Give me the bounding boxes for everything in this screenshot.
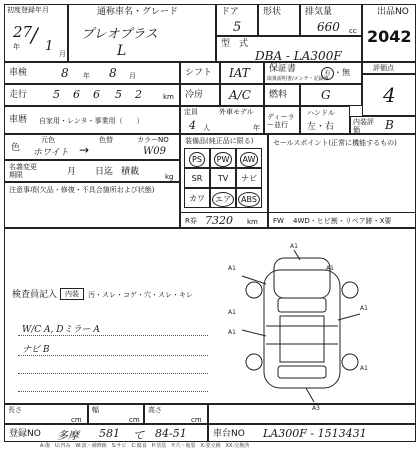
- registration-class: 581: [99, 427, 120, 440]
- dealer-cell: [264, 106, 300, 134]
- width-unit: cm: [129, 416, 140, 424]
- ac-value: A/C: [229, 88, 251, 102]
- equipment-item: [210, 188, 236, 208]
- lot-number: 2042: [367, 27, 412, 46]
- equipment-item: [184, 168, 210, 188]
- damage-mark: A1: [360, 305, 368, 312]
- mileage-digit: 5: [53, 88, 60, 101]
- displacement-label: 排気量: [305, 7, 333, 17]
- equipment-item: [210, 148, 236, 168]
- warranty-label: 保証書: [269, 64, 297, 74]
- doors-value: 5: [233, 20, 242, 35]
- ruled-line: [18, 391, 208, 392]
- fw-text: 4WD・ヒビ割・リペア跡・X要: [293, 217, 392, 225]
- lot-label: 出品NO: [377, 7, 409, 17]
- registration-number: 84-51: [155, 427, 187, 440]
- length-unit: cm: [71, 416, 82, 424]
- warranty-choice: [321, 67, 350, 80]
- equipment-item-label: エア: [212, 192, 234, 207]
- mileage-digit: 6: [73, 88, 80, 101]
- key-value: 7320: [205, 214, 233, 227]
- mileage-label: 走行: [9, 90, 28, 100]
- displacement-value: 660: [317, 20, 340, 34]
- dealer-label: ディーラー並行: [267, 113, 295, 129]
- ruled-line: [18, 335, 208, 336]
- length-label: 長さ: [8, 406, 22, 414]
- inspection-month-unit: 月: [129, 72, 136, 80]
- mileage-digits: [49, 88, 159, 103]
- shift-value: IAT: [229, 66, 250, 80]
- inspection-year: 8: [61, 66, 69, 80]
- damage-mark: A1: [228, 329, 236, 336]
- shift-label-cell: [180, 62, 220, 84]
- height-label: 高さ: [148, 406, 162, 414]
- registration-label: 登録NO: [9, 429, 41, 439]
- capacity-cell: [180, 106, 264, 134]
- inspector-line-1: W/C A, Dミラー A: [22, 325, 100, 335]
- score-label-cell: [362, 62, 416, 74]
- color-row: [4, 134, 180, 160]
- fw-row: [268, 212, 416, 228]
- equipment-item: [184, 148, 210, 168]
- warranty-yes: 有: [321, 67, 334, 80]
- score-value: 4: [383, 83, 396, 107]
- mileage-digit: 6: [93, 88, 100, 101]
- fuel-label-cell: [264, 84, 300, 106]
- inspector-interior-tag: 内装: [60, 288, 84, 300]
- registration-row: [4, 424, 208, 442]
- caution-box: [4, 182, 180, 228]
- wheel-front-right: [342, 282, 358, 298]
- color-code: W09: [143, 146, 167, 157]
- interior-cell: [350, 116, 416, 134]
- length-cell: [4, 404, 88, 424]
- equipment-item-label: TV: [217, 174, 229, 183]
- equipment-item-label: PS: [189, 152, 205, 167]
- bottom-blank: [208, 404, 416, 424]
- capacity-unit: 人: [203, 124, 210, 132]
- equipment-item: [184, 188, 210, 208]
- wheel-rear-left: [246, 354, 262, 370]
- mileage-digit: 2: [135, 88, 142, 101]
- doors-box: [216, 4, 258, 36]
- history-options: 自家用・レンタ・事業用（ ）: [39, 117, 144, 125]
- model-name: プレオプラス: [81, 27, 158, 42]
- first-reg-year: 27: [13, 23, 33, 41]
- ac-label: 冷房: [185, 90, 204, 100]
- key-unit: km: [247, 218, 258, 226]
- height-unit: cm: [191, 416, 202, 424]
- selling-point-label: セールスポイント(正常に機能するもの): [273, 139, 397, 147]
- damage-legend: A:傷 U:凹み W:波・補修跡 S:サビ C:腐食 P:塗装 Y:穴・亀裂 X:要交換 XX:交換済: [40, 443, 250, 449]
- first-reg-month-unit: 月: [59, 50, 66, 58]
- warranty-sep: ・: [334, 68, 342, 77]
- steering-value: 左・右: [307, 122, 335, 132]
- body-type-label: 形状: [263, 7, 282, 17]
- model-code-label: 型 式: [221, 39, 249, 49]
- registration-region: 多摩: [57, 429, 79, 442]
- history-label: 車暦: [9, 115, 28, 125]
- car-roof: [280, 316, 324, 362]
- capacity-label: 定員: [184, 108, 198, 116]
- name-change-day: 日迄: [95, 167, 114, 177]
- fuel-value-cell: [300, 84, 362, 106]
- name-change-label: 名義変更期限: [9, 163, 37, 179]
- fw-label: FW: [273, 217, 284, 225]
- model-name-label: 通称車名・グレード: [97, 7, 179, 17]
- steering-cell: [300, 106, 350, 134]
- first-reg-month: 1: [45, 39, 54, 54]
- equipment-item-label: ナビ: [241, 174, 257, 183]
- score-value-cell: [362, 74, 416, 116]
- color-paint-label: 色替: [99, 136, 113, 144]
- model-code: DBA - LA300F: [255, 49, 342, 63]
- first-reg-label: 初度登録年月: [7, 6, 49, 14]
- equipment-grid: [184, 148, 262, 208]
- damage-mark: A1: [228, 265, 236, 272]
- inspector-line-2: ナビ B: [22, 345, 50, 355]
- warranty-no: 無: [342, 68, 350, 77]
- color-code-label: カラーNO: [137, 136, 169, 144]
- cargo-label: 積載: [121, 167, 140, 177]
- key-row: [180, 212, 268, 228]
- interior-value: B: [385, 118, 394, 132]
- color-label: 色: [11, 143, 21, 153]
- equipment-item-label: PW: [214, 152, 233, 167]
- equipment-item-label: AW: [240, 152, 259, 167]
- inspection-year-unit: 年: [83, 72, 90, 80]
- mileage-unit: km: [163, 93, 174, 101]
- damage-mark: A1: [228, 309, 236, 316]
- inspection-row: [4, 62, 180, 84]
- shift-value-cell: [220, 62, 264, 84]
- name-change-month: 月: [67, 167, 77, 177]
- color-arrow: →: [79, 143, 90, 157]
- equipment-item-label: SR: [191, 174, 203, 183]
- first-reg-year-unit: 年: [13, 43, 20, 51]
- wheel-front-left: [246, 282, 262, 298]
- equipment-item-label: ABS: [238, 192, 260, 207]
- warranty-sub: 取扱説明書/メンテ・記録簿: [267, 76, 329, 82]
- displacement-unit: cc: [349, 27, 357, 35]
- ruled-line: [18, 355, 208, 356]
- damage-mark: A3: [312, 405, 320, 412]
- ac-label-cell: [180, 84, 220, 106]
- steering-label: ハンドル: [307, 109, 335, 117]
- warranty-cell: [264, 62, 362, 84]
- import-label: 外車モデル: [219, 108, 254, 116]
- inspection-label: 車検: [9, 68, 28, 78]
- shift-label: シフト: [185, 68, 213, 78]
- model-name-box: [68, 4, 216, 62]
- inspector-interior-text: 汚・スレ・コゲ・穴・スレ・キレ: [88, 291, 193, 299]
- equipment-item: [236, 168, 262, 188]
- caution-label: 注意事項(欠品・修復・不具合箇所および状態): [9, 186, 155, 194]
- chassis-number: LA300F - 1513431: [263, 427, 367, 440]
- capacity-value: 4: [189, 119, 196, 132]
- grade: L: [117, 43, 127, 59]
- fuel-label: 燃料: [269, 90, 288, 100]
- color-original: ホワイト: [33, 148, 69, 158]
- car-damage-diagram: [226, 240, 376, 412]
- equipment-label: 装備品(純正品に限る): [185, 137, 254, 145]
- chassis-row: [208, 424, 416, 442]
- import-year-unit: 年: [253, 124, 260, 132]
- mileage-row: [4, 84, 180, 106]
- width-label: 幅: [92, 406, 99, 414]
- displacement-box: [300, 4, 362, 36]
- model-code-box: [216, 36, 362, 62]
- width-cell: [88, 404, 144, 424]
- interior-label: 内装評価: [353, 118, 374, 134]
- first-reg-slash: /: [31, 23, 38, 47]
- registration-kana: て: [133, 429, 144, 442]
- equipment-item-label: カワ: [189, 194, 205, 203]
- lot-number-box: [362, 4, 416, 62]
- car-windshield: [278, 298, 326, 312]
- car-hood: [274, 258, 330, 298]
- equipment-item: [210, 168, 236, 188]
- car-body-outline: [264, 270, 340, 388]
- body-type-box: [258, 4, 300, 36]
- name-change-row: [4, 160, 180, 182]
- color-original-label: 元色: [41, 136, 55, 144]
- mileage-digit: 5: [115, 88, 122, 101]
- doors-label: ドア: [221, 7, 239, 17]
- inspector-label: 検査員記入: [12, 290, 58, 300]
- wheel-rear-right: [342, 354, 358, 370]
- chassis-label: 車台NO: [213, 429, 245, 439]
- equipment-item: [236, 148, 262, 168]
- equipment-item: [236, 188, 262, 208]
- ac-value-cell: [220, 84, 264, 106]
- score-label: 評価点: [373, 64, 394, 72]
- inspection-month: 8: [109, 66, 117, 80]
- cargo-unit: kg: [165, 173, 174, 181]
- history-row: [4, 106, 180, 134]
- fuel-value: G: [321, 88, 331, 102]
- height-cell: [144, 404, 208, 424]
- damage-mark: A1: [326, 265, 334, 272]
- first-registration-box: [4, 4, 68, 62]
- damage-mark: A1: [290, 243, 298, 250]
- damage-mark: A1: [360, 365, 368, 372]
- ruled-line: [18, 373, 208, 374]
- key-label: R券: [185, 217, 197, 225]
- car-rear-window: [278, 366, 326, 378]
